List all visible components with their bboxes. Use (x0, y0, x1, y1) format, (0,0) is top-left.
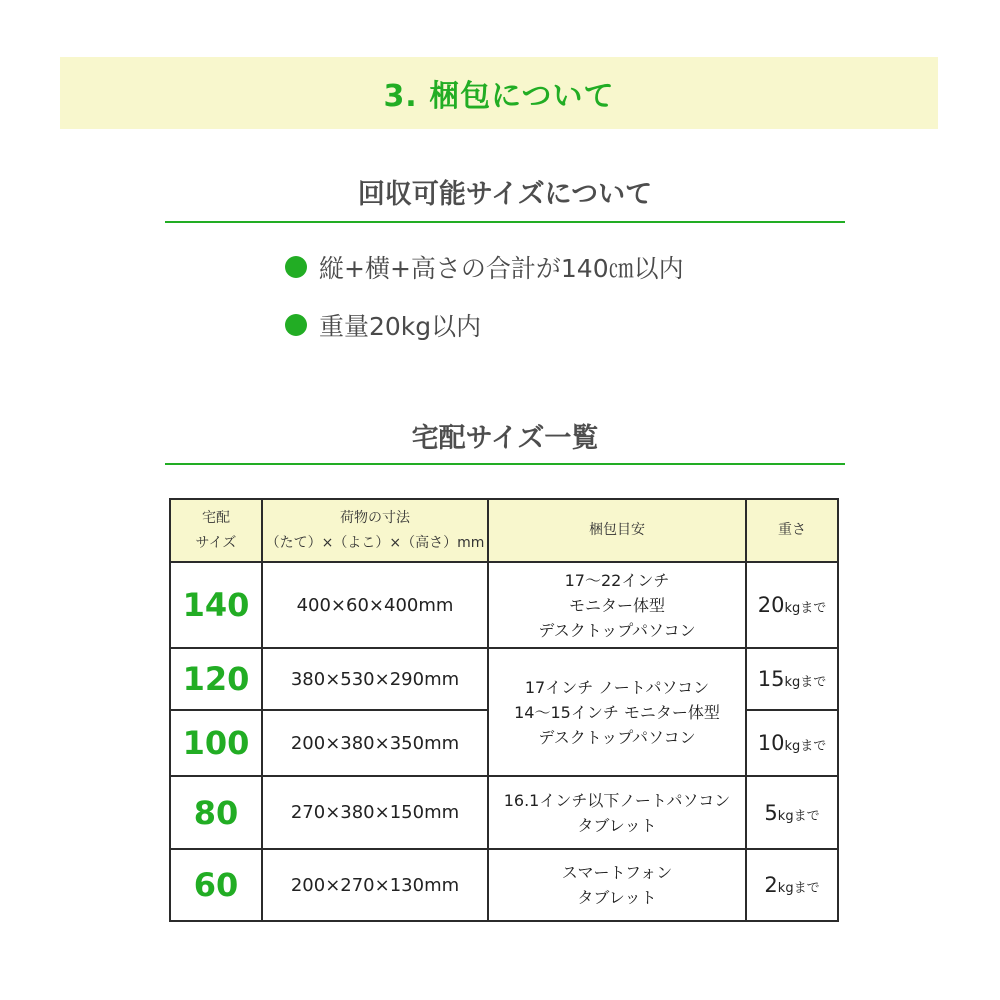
weight-cell: 2kgまで (746, 849, 838, 921)
size-cell: 140 (170, 562, 262, 648)
bullet-dot-icon (285, 314, 307, 336)
delivery-size-table (169, 498, 839, 922)
delivery-heading-rule (165, 463, 845, 465)
section-banner (60, 57, 938, 129)
dimensions-cell: 270×380×150mm (262, 776, 488, 849)
dimensions-cell: 200×270×130mm (262, 849, 488, 921)
header-size: 宅配 サイズ (170, 499, 262, 562)
condition-weight: 重量20kg以内 (319, 312, 482, 341)
weight-cell: 20kgまで (746, 562, 838, 648)
size-cell: 60 (170, 849, 262, 921)
pickup-conditions-list (285, 248, 684, 364)
bullet-dot-icon (285, 256, 307, 278)
table-row (170, 849, 838, 921)
section-title: 3. 梱包について (383, 79, 615, 114)
weight-cell: 15kgまで (746, 648, 838, 710)
table-row (170, 648, 838, 710)
size-cell: 120 (170, 648, 262, 710)
packing-guide-cell: 17インチ ノートパソコン 14〜15インチ モニター体型 デスクトップパソコン (488, 648, 746, 776)
size-cell: 80 (170, 776, 262, 849)
pickup-heading-rule (165, 221, 845, 223)
packing-guide-cell: 17〜22インチ モニター体型 デスクトップパソコン (488, 562, 746, 648)
dimensions-cell: 400×60×400mm (262, 562, 488, 648)
dimensions-cell: 380×530×290mm (262, 648, 488, 710)
header-packing-guide: 梱包目安 (488, 499, 746, 562)
header-dimensions: 荷物の寸法 （たて）×（よこ）×（高さ）mm (262, 499, 488, 562)
table-header-row (170, 499, 838, 562)
size-cell: 100 (170, 710, 262, 776)
weight-cell: 10kgまで (746, 710, 838, 776)
list-item (285, 248, 684, 286)
table-row (170, 776, 838, 849)
table-row (170, 562, 838, 648)
packing-guide-cell: 16.1インチ以下ノートパソコン タブレット (488, 776, 746, 849)
dimensions-cell: 200×380×350mm (262, 710, 488, 776)
condition-dimensions: 縦+横+高さの合計が140㎝以内 (319, 254, 684, 283)
list-item (285, 306, 684, 344)
delivery-size-heading: 宅配サイズ一覧 (411, 423, 599, 454)
pickup-size-heading: 回収可能サイズについて (357, 179, 653, 210)
weight-cell: 5kgまで (746, 776, 838, 849)
header-weight: 重さ (746, 499, 838, 562)
packing-guide-cell: スマートフォン タブレット (488, 849, 746, 921)
